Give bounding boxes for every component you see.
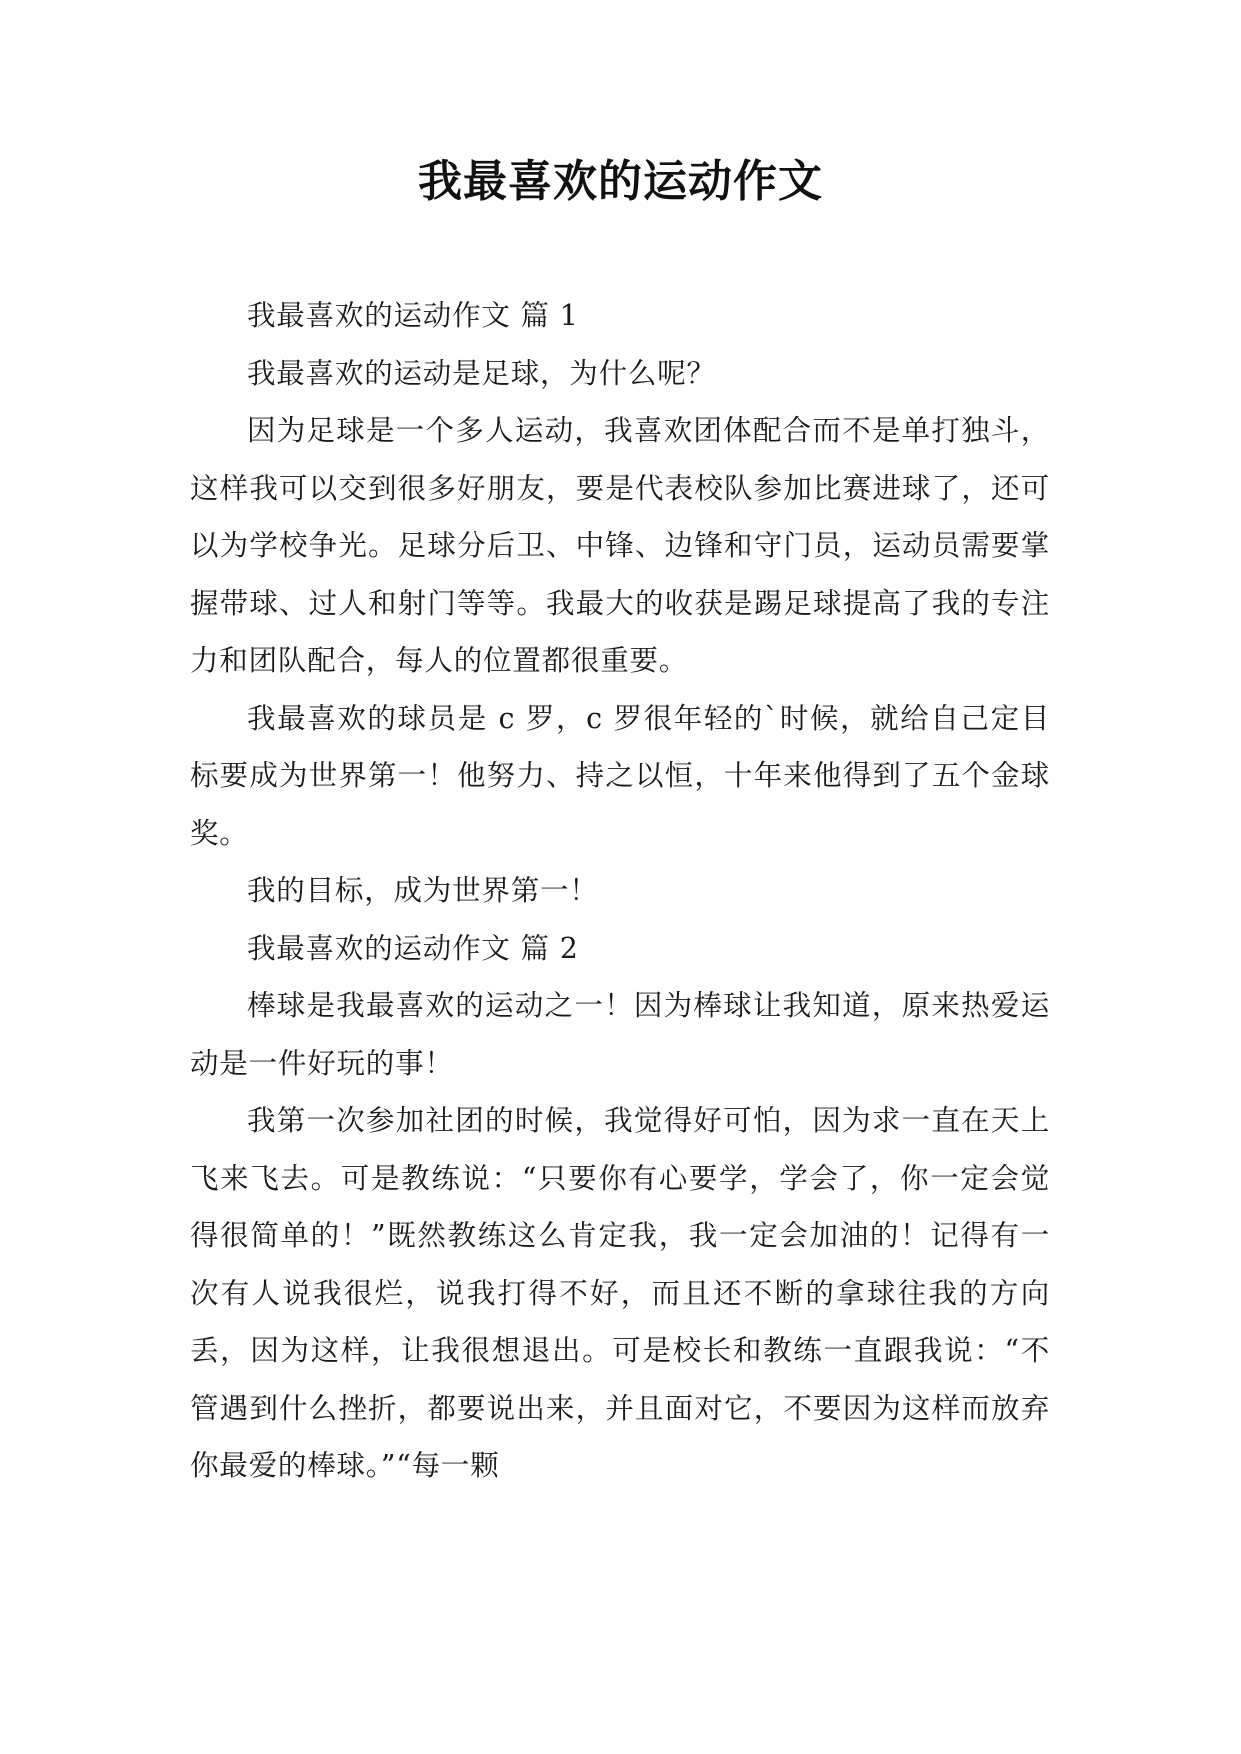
section-heading-1: 我最喜欢的运动作文 篇 1 (247, 299, 579, 332)
paragraph: 我的目标，成为世界第一！ (247, 874, 599, 907)
paragraph: 我最喜欢的球员是 c 罗，c 罗很年轻的`时候，就给自己定目标要成为世界第一！他努力、持之以恒，十年来他得到了五个金球奖。 (190, 701, 1050, 850)
paragraph: 棒球是我最喜欢的运动之一！因为棒球让我知道，原来热爱运动是一件好玩的事！ (190, 989, 1050, 1080)
document-body (190, 287, 1050, 1495)
section-heading-2: 我最喜欢的运动作文 篇 2 (247, 931, 579, 965)
document-title: 我最喜欢的运动作文 (418, 156, 823, 207)
paragraph: 因为足球是一个多人运动，我喜欢团体配合而不是单打独斗，这样我可以交到很多好朋友，要是代表校队参加比赛进球了，还可以为学校争光。足球分后卫、中锋、边锋和守门员，运动员需要掌握带球、过人和射门等等。我最大的收获是踢足球提高了我的专注力和团队配合，每人的位置都很重要。 (190, 414, 1050, 677)
paragraph: 我第一次参加社团的时候，我觉得好可怕，因为求一直在天上飞来飞去。可是教练说：“只要你有心要学，学会了，你一定会觉得很简单的！”既然教练这么肯定我，我一定会加油的！记得有一次有人说我很烂，说我打得不好，而且还不断的拿球往我的方向丢，因为这样，让我很想退出。可是校长和教练一直跟我说：“不管遇到什么挫折，都要说出来，并且面对它，不要因为这样而放弃你最爱的棒球。”“每一颗 (190, 1104, 1050, 1482)
paragraph: 我最喜欢的运动是足球，为什么呢？ (247, 356, 716, 390)
